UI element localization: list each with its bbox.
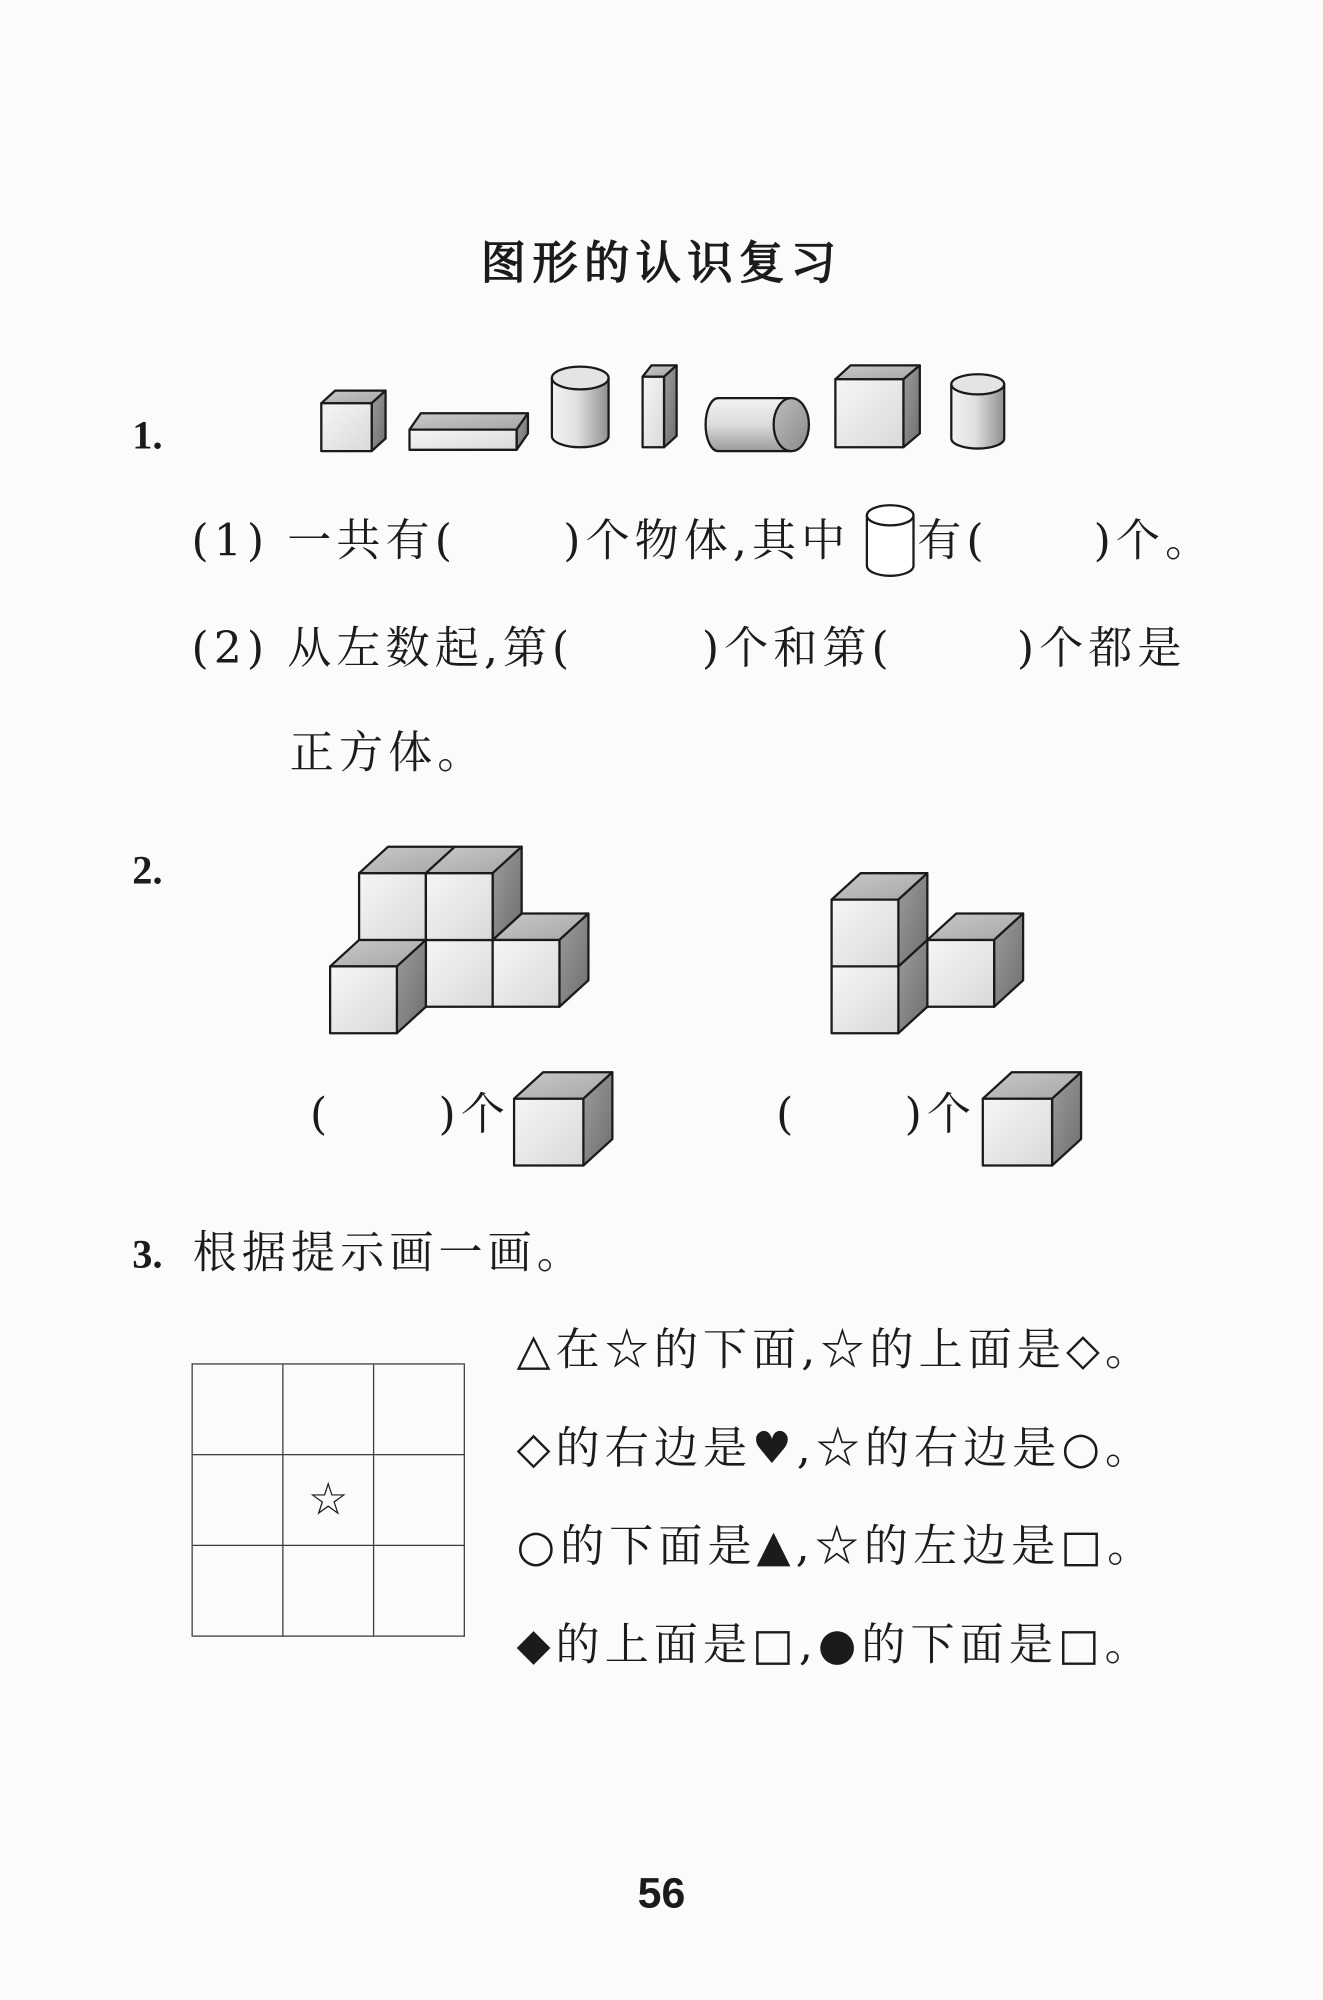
q1-part2-text: 正方体。 [289,728,487,779]
grid-cell [374,1546,465,1637]
cuboid-icon [410,413,528,450]
q3-instruction: 根据提示画一画。 [192,1228,586,1279]
q1-part1-text: 一共有( [287,516,457,567]
cylinder-icon [552,367,609,448]
cube-icon [514,1072,612,1165]
cube-stack-right [832,873,1024,1033]
cube [426,847,522,940]
cube [832,873,928,966]
page-number: 56 [637,1869,686,1918]
q3-clue: ◆的上面是□,●的下面是□。 [516,1620,1154,1671]
cylinder-icon [867,505,914,576]
question-number-2: 2. [132,846,163,893]
q1-part2-label: (2) [191,623,270,675]
q2-answer-open: ( [309,1089,333,1141]
cube-icon [983,1072,1081,1165]
grid-cell [193,1455,284,1546]
q3-clue: ○的下面是▲,☆的左边是□。 [516,1522,1157,1573]
drawing-grid [192,1363,465,1636]
cube [927,914,1023,1007]
q1-part1-label: (1) [191,516,270,567]
question-number-3: 3. [132,1231,163,1277]
q2-answer-close: )个 [438,1089,510,1141]
cylinder-icon [706,398,809,451]
q1-part2-text: )个都是 [1016,623,1187,675]
cube-icon [321,391,385,451]
q2-answer-open: ( [776,1089,799,1141]
cuboid-icon [643,365,677,447]
grid-cell [193,1365,284,1456]
question-number-1: 1. [132,412,163,458]
q1-part1-text: )个。 [1093,516,1215,567]
cube [330,940,426,1033]
q1-part1-text: )个物体,其中 [563,516,851,567]
grid-cell-star: ☆ [284,1455,375,1546]
q3-clue: △在☆的下面,☆的上面是◇。 [516,1325,1155,1376]
page-title: 图形的认识复习 [480,238,843,290]
grid-cell [374,1365,465,1456]
cube-icon [835,365,919,447]
q3-clue: ◇的右边是♥,☆的右边是○。 [516,1423,1155,1475]
q1-part2-text: 从左数起,第( [287,623,575,675]
q1-part2-text: )个和第( [701,623,894,675]
grid-cell [284,1365,375,1456]
grid-cell [284,1546,375,1637]
grid-cell [193,1546,284,1637]
cube [426,940,493,1007]
cylinder-icon [951,374,1004,448]
cube-stack-left [330,847,588,1033]
q1-part1-text: 有( [917,516,989,567]
grid-cell [374,1455,465,1546]
q2-answer-close: )个 [904,1089,977,1141]
